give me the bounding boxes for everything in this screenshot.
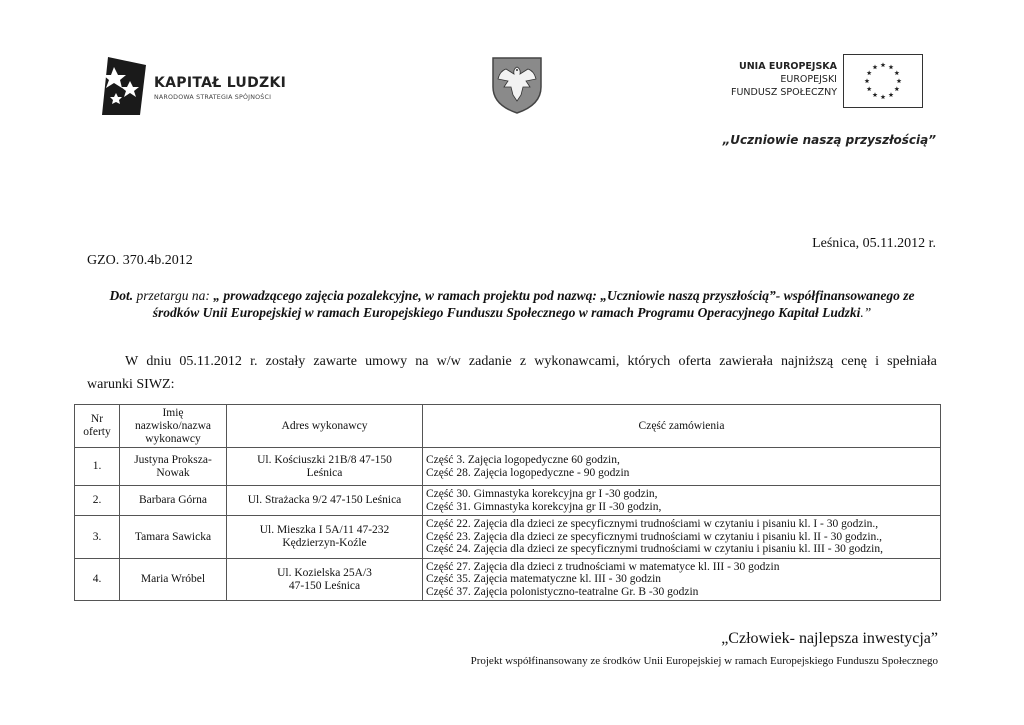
cell-order-parts-line: Część 3. Zajęcia logopedyczne 60 godzin, xyxy=(426,454,620,466)
eu-star-icon xyxy=(881,62,886,67)
cell-offer-number: 3. xyxy=(75,516,120,559)
cell-contractor-name xyxy=(120,486,227,516)
cell-order-parts-line: Część 31. Gimnastyka korekcyjna gr II -30 godzin, xyxy=(426,500,662,513)
intro-word: spełniała xyxy=(887,354,937,369)
cell-order-parts-line: Część 35. Zajęcia matematyczne kl. III - 30 godzin xyxy=(426,573,662,586)
kapital-ludzki-title: KAPITAŁ LUDZKI xyxy=(154,75,287,91)
subject-rest: „ prowadzącego zajęcia pozalekcyjne, w ramach projektu pod nazwą: „Uczniowie naszą przyszłością”- współfinansowanego ze środków Unii Europejskiej w ramach Europejskiego Funduszu Społecznego w ramach Programu Operacyjnego Kapitał Ludzki xyxy=(152,288,915,320)
cell-contractor-address xyxy=(227,559,423,601)
cell-contractor-name xyxy=(120,516,227,559)
eu-logo-line2: EUROPEJSKI xyxy=(780,74,837,85)
cell-contractor-address-line: Ul. Mieszka I 5A/11 47-232 xyxy=(259,524,390,536)
intro-paragraph-line2: warunki SIWZ: xyxy=(87,377,175,392)
intro-word: W xyxy=(125,354,139,369)
cell-contractor-name-line: Nowak xyxy=(156,466,190,479)
eu-logo xyxy=(700,52,925,110)
cell-contractor-name xyxy=(120,559,227,601)
reference-number: GZO. 370.4b.2012 xyxy=(87,253,193,268)
cell-offer-number: 4. xyxy=(75,559,120,601)
subject-line xyxy=(87,288,937,321)
header-offer-number xyxy=(75,405,120,448)
cell-contractor-name-line: Justyna Proksza- xyxy=(134,453,212,466)
intro-word: na xyxy=(415,354,429,369)
intro-word: r. xyxy=(250,354,258,369)
header-name-line: nazwisko/nazwa xyxy=(135,419,211,432)
intro-word: umowy xyxy=(365,354,408,369)
intro-word: zawarte xyxy=(313,354,357,369)
cell-contractor-address-line: 47-150 Leśnica xyxy=(288,579,361,592)
eu-star-icon xyxy=(867,70,872,75)
cell-contractor-address xyxy=(227,448,423,486)
eu-star-icon xyxy=(894,86,899,91)
cell-contractor-address-line: Ul. Kościuszki 21B/8 47-150 xyxy=(257,453,392,466)
eu-star-icon xyxy=(889,92,894,97)
intro-word: oferta xyxy=(678,354,712,369)
cell-order-parts-line: Część 37. Zajęcia polonistyczno-teatralne Gr. B -30 godzin xyxy=(426,585,699,598)
cell-order-parts-line: Część 28. Zajęcia logopedyczne - 90 godzin xyxy=(426,466,630,479)
cell-contractor-address-line: Ul. Kozielska 25A/3 xyxy=(277,566,372,579)
eu-logo-line3: FUNDUSZ SPOŁECZNY xyxy=(731,87,837,98)
footer-note: Projekt współfinansowany ze środków Unii Europejskiej w ramach Europejskiego Funduszu Społecznego xyxy=(470,655,938,667)
eu-star-icon xyxy=(867,86,872,91)
eu-star-icon xyxy=(897,78,902,83)
kapital-ludzki-subtitle: NARODOWA STRATEGIA SPÓJNOŚCI xyxy=(154,94,272,101)
cell-contractor-name-line: Maria Wróbel xyxy=(140,573,206,585)
coat-of-arms-icon xyxy=(490,55,544,115)
cell-order-parts xyxy=(423,486,941,516)
footer-slogan: „Człowiek- najlepsza inwestycja” xyxy=(721,630,938,647)
cell-order-parts xyxy=(423,448,941,486)
cell-contractor-address xyxy=(227,486,423,516)
eu-star-icon xyxy=(894,70,899,75)
eu-star-icon xyxy=(873,92,878,97)
cell-contractor-address-line: Kędzierzyn-Koźle xyxy=(282,537,367,549)
eu-star-icon xyxy=(881,94,886,99)
project-slogan: „Uczniowie naszą przyszłością” xyxy=(722,133,936,147)
subject-end: .” xyxy=(860,304,872,320)
cell-order-parts xyxy=(423,516,941,559)
intro-word: wykonawcami, xyxy=(534,354,620,369)
intro-word: w/w xyxy=(436,354,461,369)
kapital-ludzki-emblem-icon xyxy=(100,55,148,117)
header-contractor-address: Adres wykonawcy xyxy=(227,405,423,448)
header-nr-line: Nr xyxy=(90,413,104,425)
cell-contractor-name xyxy=(120,448,227,486)
subject-prefix: Dot. xyxy=(109,288,134,303)
header-name-line: wykonawcy xyxy=(145,432,201,445)
intro-word: zawierała xyxy=(719,354,773,369)
table-header-row xyxy=(75,405,941,448)
header-nr-line: oferty xyxy=(83,426,111,438)
kapital-ludzki-logo xyxy=(100,55,300,117)
intro-paragraph-line1 xyxy=(125,354,937,370)
intro-word: 05.11.2012 xyxy=(179,354,242,369)
cell-order-parts-line: Część 27. Zajęcia dla dzieci z trudnościami w matematyce kl. III - 30 godzin xyxy=(426,560,780,573)
intro-word: najniższą xyxy=(781,354,834,369)
eu-logo-line1: UNIA EUROPEJSKA xyxy=(739,61,837,72)
intro-word: dniu xyxy=(146,354,172,369)
place-date: Leśnica, 05.11.2012 r. xyxy=(812,236,936,251)
cell-contractor-name-line: Tamara Sawicka xyxy=(134,530,212,543)
offers-table xyxy=(74,404,941,601)
eu-star-icon xyxy=(873,65,878,70)
table-row xyxy=(75,559,941,601)
table-row xyxy=(75,486,941,516)
cell-order-parts-line: Część 30. Gimnastyka korekcyjna gr I -30 godzin, xyxy=(426,488,658,500)
table-row xyxy=(75,448,941,486)
table-row xyxy=(75,516,941,559)
header-name-line: Imię xyxy=(162,406,184,419)
intro-word: cenę xyxy=(841,354,867,369)
eu-star-icon xyxy=(889,65,894,70)
header-order-parts: Część zamówienia xyxy=(423,405,941,448)
cell-offer-number: 2. xyxy=(75,486,120,516)
intro-word: zadanie xyxy=(468,354,512,369)
cell-offer-number: 1. xyxy=(75,448,120,486)
cell-contractor-address-line: Leśnica xyxy=(306,466,343,479)
cell-contractor-name-line: Barbara Górna xyxy=(138,494,207,506)
cell-contractor-address-line: Ul. Strażacka 9/2 47-150 Leśnica xyxy=(247,494,402,506)
intro-word: i xyxy=(875,354,879,369)
intro-word: których xyxy=(627,354,671,369)
intro-word: zostały xyxy=(265,354,306,369)
eu-flag-icon xyxy=(843,54,923,108)
subject-mid: przetargu na: xyxy=(136,288,210,303)
eu-logo-text xyxy=(731,60,837,99)
cell-contractor-address xyxy=(227,516,423,559)
cell-order-parts-line: Część 22. Zajęcia dla dzieci ze specyficznymi trudnościami w czytaniu i pisaniu kl. I - 30 godzin., xyxy=(426,518,879,531)
intro-word: z xyxy=(519,354,527,369)
cell-order-parts-line: Część 24. Zajęcia dla dzieci ze specyficznymi trudnościami w czytaniu i pisaniu kl. III - 30 godzin, xyxy=(426,543,883,556)
cell-order-parts-line: Część 23. Zajęcia dla dzieci ze specyficznymi trudnościami w czytaniu i pisaniu kl. II - 30 godzin., xyxy=(426,530,883,543)
cell-order-parts xyxy=(423,559,941,601)
eu-star-icon xyxy=(865,78,870,83)
header-contractor-name xyxy=(120,405,227,448)
